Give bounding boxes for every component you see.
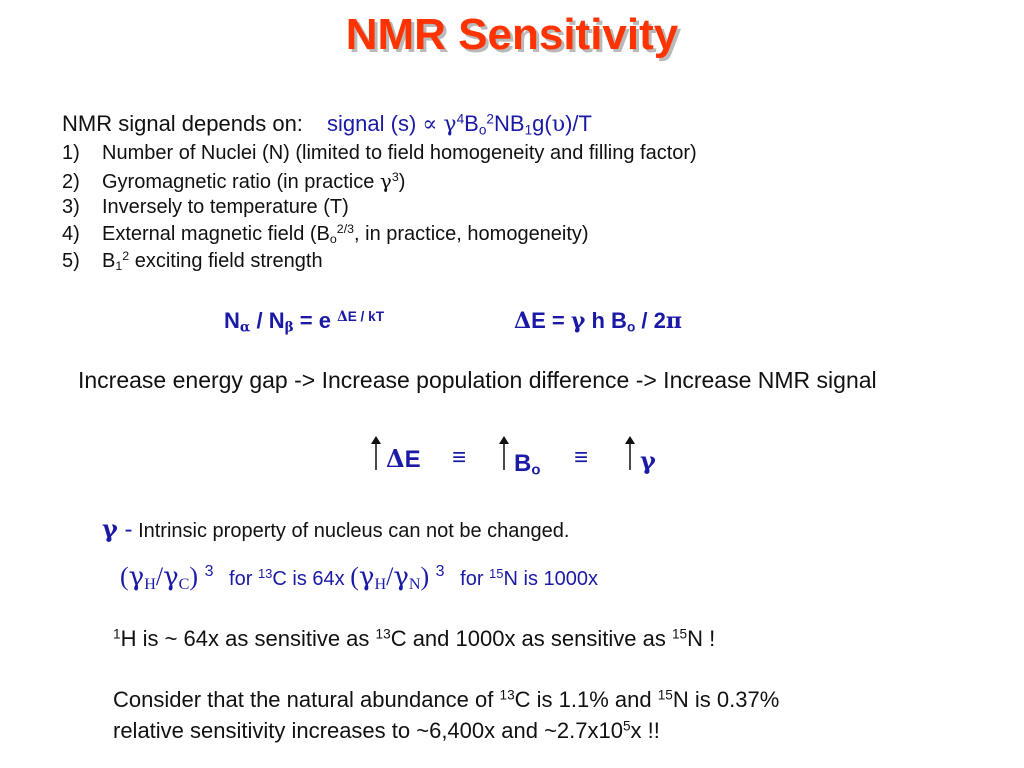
relative-sensitivity-text: x !! — [630, 718, 660, 743]
alpha-subscript: α — [239, 319, 251, 336]
gyromagnetic-ratios — [120, 562, 598, 592]
up-arrow-icon — [496, 436, 512, 472]
list-number: 4) — [62, 223, 80, 245]
intro-line — [62, 111, 592, 137]
b-exponent: 2 — [486, 111, 494, 127]
exponent: 2 — [122, 249, 130, 264]
gamma-symbol: γ — [379, 169, 392, 193]
list-text: Number of Nuclei (N) (limited to field homogeneity and filling factor) — [102, 142, 697, 164]
nb-symbol: NB — [494, 111, 525, 136]
abundance-text: N is 0.37% — [672, 687, 780, 712]
subscript: o — [329, 232, 337, 247]
e-symbol: E — [531, 308, 546, 333]
b-subscript: o — [626, 319, 636, 335]
list-text: Inversely to temperature (T) — [102, 196, 349, 218]
gamma-exponent: 4 — [456, 111, 465, 127]
list-item — [62, 142, 697, 165]
list-number: 5) — [62, 250, 80, 272]
ratio-exponent: 3 — [204, 563, 214, 581]
exponent: 5 — [622, 718, 631, 734]
list-number: 2) — [62, 171, 80, 193]
e-symbol: E — [404, 446, 421, 473]
pi-symbol: π — [665, 308, 682, 334]
paren-close: ) — [189, 562, 199, 591]
list-number: 1) — [62, 142, 80, 164]
gamma-symbol: γ — [443, 112, 457, 137]
gamma-symbol: γ — [163, 562, 179, 592]
ratio-text: N is 1000x — [503, 568, 599, 590]
abundance-text: Consider that the natural abundance of — [113, 687, 500, 712]
boltzmann-equation — [224, 308, 384, 334]
proportional-symbol: ∝ — [422, 112, 438, 137]
g-open: g( — [532, 111, 552, 136]
gamma-symbol: γ — [128, 562, 145, 592]
h-subscript: H — [144, 576, 156, 594]
delta-symbol: Δ — [514, 308, 532, 334]
gamma-symbol: γ — [358, 562, 375, 592]
mass-number: 13 — [257, 565, 273, 581]
list-text: , in practice, homogeneity) — [354, 223, 589, 245]
exponent: 2/3 — [336, 222, 355, 237]
intro-label: NMR signal depends on: — [62, 111, 303, 136]
gamma-symbol: γ — [102, 514, 118, 543]
slash-n: / N — [250, 308, 285, 333]
g-close: )/T — [565, 111, 592, 136]
up-arrow-icon — [622, 436, 638, 472]
b-subscript: o — [531, 462, 541, 479]
list-item — [62, 250, 323, 273]
equivalence-symbol: ≡ — [574, 444, 589, 471]
over-2: / 2 — [635, 308, 666, 333]
delta-symbol: Δ — [337, 308, 348, 325]
list-number: 3) — [62, 196, 80, 218]
abundance-text: C is 1.1% and — [514, 687, 658, 712]
paren-open: ( — [350, 562, 359, 591]
list-text: exciting field strength — [129, 250, 323, 272]
delta-e-term — [386, 444, 421, 474]
delta-symbol: Δ — [386, 444, 405, 473]
b-subscript: o — [478, 122, 487, 138]
nb-subscript: 1 — [524, 122, 533, 138]
beta-subscript: β — [284, 319, 294, 336]
relative-sensitivity-statement — [113, 718, 660, 744]
up-arrow-icon — [368, 436, 384, 472]
mass-number: 13 — [499, 687, 515, 703]
slash: / — [386, 562, 394, 591]
list-item — [62, 169, 405, 194]
b-symbol: B — [514, 450, 532, 477]
gamma-symbol: γ — [393, 562, 409, 592]
list-item — [62, 196, 349, 219]
h-b-text: h B — [585, 308, 627, 333]
mass-number: 15 — [489, 565, 504, 581]
gamma-symbol: γ — [570, 308, 586, 334]
abundance-statement — [113, 687, 779, 713]
signal-text: signal (s) — [327, 111, 423, 136]
c-subscript: C — [178, 576, 190, 594]
intrinsic-text: Intrinsic property of nucleus can not be changed. — [132, 520, 570, 542]
sensitivity-text: H is ~ 64x as sensitive as — [120, 626, 376, 651]
gamma-term: γ — [640, 446, 656, 475]
paren-open: ( — [120, 562, 129, 591]
list-text: External magnetic field (B — [102, 223, 330, 245]
ratio-text: C is 64x — [272, 568, 345, 590]
signal-formula — [327, 111, 592, 136]
dash: - — [117, 516, 133, 543]
n-subscript: N — [408, 576, 421, 594]
exponent-text: E / kT — [347, 308, 385, 324]
mass-number: 1 — [113, 626, 121, 642]
paren-close: ) — [420, 562, 430, 591]
nu-symbol: υ — [551, 112, 566, 137]
energy-equation — [514, 308, 682, 334]
equivalence-symbol: ≡ — [452, 444, 467, 471]
equals-sign: = — [545, 308, 571, 333]
subscript: 1 — [115, 259, 123, 274]
ratio-text: for — [229, 568, 258, 590]
slash: / — [155, 562, 164, 591]
page-title: NMR Sensitivity — [345, 10, 679, 59]
sensitivity-text: C and 1000x as sensitive as — [390, 626, 672, 651]
mass-number: 13 — [375, 626, 391, 642]
intrinsic-property-line — [102, 514, 569, 544]
exponent: 3 — [391, 170, 399, 185]
mass-number: 15 — [671, 626, 688, 642]
n-symbol: N — [224, 308, 240, 333]
equals-e: = e — [293, 308, 338, 333]
ratio-text: for — [460, 568, 490, 590]
sensitivity-statement — [113, 626, 715, 652]
list-item — [62, 223, 589, 246]
b-symbol: B — [464, 111, 479, 136]
relative-sensitivity-text: relative sensitivity increases to ~6,400x and ~2.7x10 — [113, 718, 623, 743]
list-text: Gyromagnetic ratio (in practice — [102, 171, 380, 193]
list-text: ) — [398, 171, 406, 193]
sensitivity-text: N ! — [687, 626, 716, 651]
h-subscript: H — [374, 576, 387, 594]
list-text: B — [102, 250, 116, 272]
increase-statement: Increase energy gap -> Increase population difference -> Increase NMR signal — [78, 367, 877, 393]
b-o-term — [514, 450, 540, 478]
ratio-exponent: 3 — [435, 563, 445, 581]
mass-number: 15 — [657, 687, 673, 703]
